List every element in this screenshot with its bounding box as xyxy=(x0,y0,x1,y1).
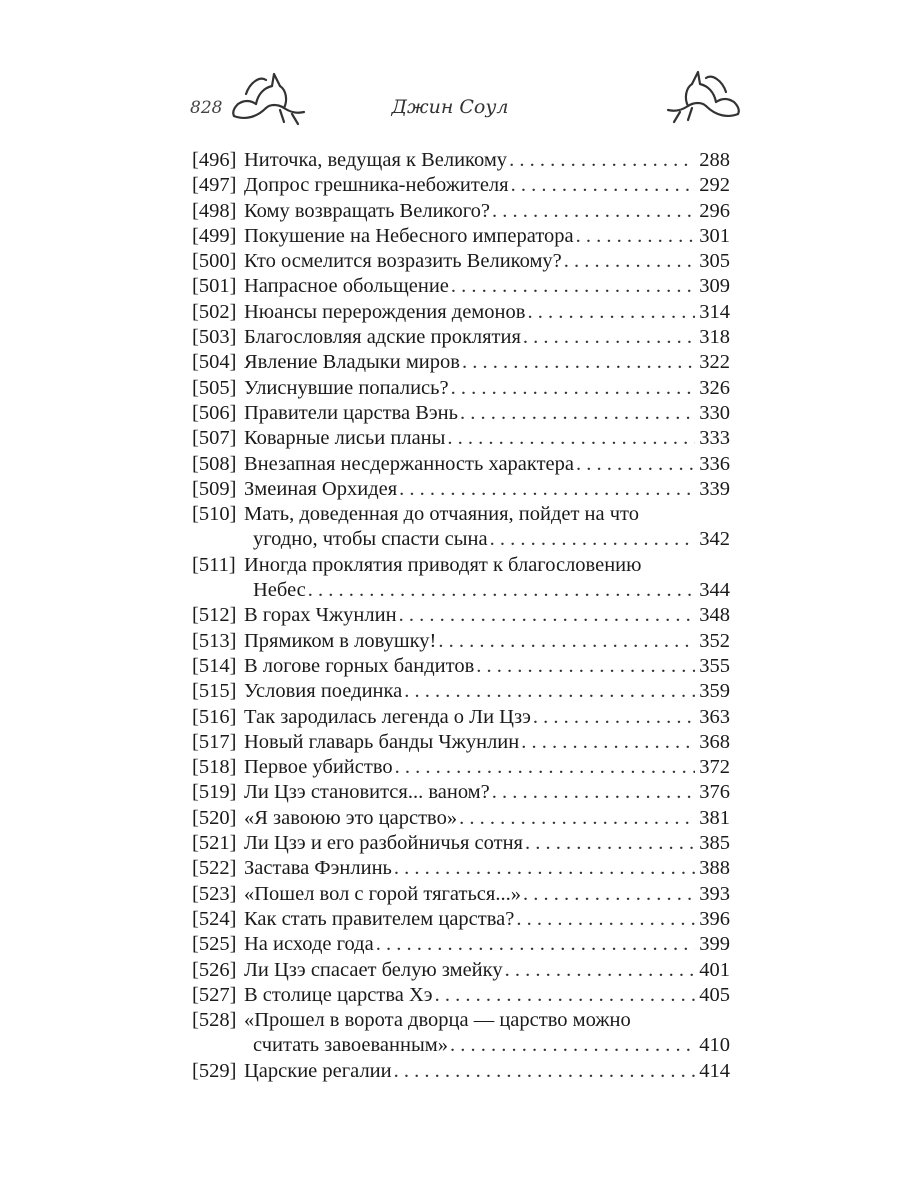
chapter-title-line: «Прошел в ворота дворца — царство можно xyxy=(244,1009,631,1032)
toc-leader-line xyxy=(244,831,730,856)
toc-entry-body xyxy=(244,907,730,932)
toc-entry-body xyxy=(244,249,730,274)
toc-entry-body xyxy=(244,300,730,325)
toc-leader-line xyxy=(244,224,730,249)
chapter-title: «Пошел вол с горой тягаться...» xyxy=(244,882,521,905)
dot-leader xyxy=(490,527,696,552)
dot-leader xyxy=(447,426,695,451)
toc-entry-body xyxy=(244,705,730,730)
toc-entry xyxy=(192,755,730,780)
chapter-title: Небес xyxy=(253,579,306,602)
toc-entry xyxy=(192,907,730,932)
chapter-title: «Я завоюю это царство» xyxy=(244,806,458,829)
chapter-title: В столице царства Хэ xyxy=(244,983,433,1006)
dot-leader xyxy=(462,350,695,375)
chapter-title: Как стать правителем царства? xyxy=(244,907,515,930)
page-reference: 381 xyxy=(699,806,730,829)
dot-leader xyxy=(564,249,695,274)
page-reference: 385 xyxy=(699,832,730,855)
toc-entry-body xyxy=(244,806,730,831)
chapter-number: [518] xyxy=(192,756,237,779)
chapter-number: [496] xyxy=(192,149,237,171)
chapter-title: Кто осмелится возразить Великому? xyxy=(244,250,562,273)
toc-entry xyxy=(192,780,730,805)
toc-leader-line xyxy=(244,603,730,628)
chapter-number: [522] xyxy=(192,857,237,880)
dot-leader xyxy=(435,983,696,1008)
chapter-title-line: Иногда проклятия приводят к благословению xyxy=(244,553,642,576)
chapter-title-line: Мать, доведенная до отчаяния, пойдет на что xyxy=(244,503,639,526)
toc-entry-body xyxy=(244,376,730,401)
page-reference: 393 xyxy=(699,882,730,905)
toc-leader-line xyxy=(244,780,730,805)
chapter-title: Застава Фэнлинь xyxy=(244,857,392,880)
toc-leader-line xyxy=(244,654,730,679)
toc-entry xyxy=(192,199,730,224)
chapter-title: Ниточка, ведущая к Великому xyxy=(244,149,508,171)
page-reference: 368 xyxy=(699,730,730,753)
toc-entry xyxy=(192,274,730,299)
toc-entry-body xyxy=(244,452,730,477)
toc-entry-body xyxy=(244,274,730,299)
toc-entry xyxy=(192,325,730,350)
toc-entry-body xyxy=(244,755,730,780)
toc-entry-body xyxy=(244,199,730,224)
chapter-number: [511] xyxy=(192,553,236,576)
dot-leader xyxy=(399,603,696,628)
toc-leader-line xyxy=(244,527,730,552)
toc-entry xyxy=(192,148,730,173)
chapter-title: Благословляя адские проклятия xyxy=(244,326,521,349)
page-reference: 372 xyxy=(699,756,730,779)
toc-leader-line xyxy=(244,679,730,704)
chapter-title: Царские регалии xyxy=(244,1059,392,1082)
chapter-title: Напрасное обольщение xyxy=(244,275,449,298)
toc-entry-body xyxy=(244,426,730,451)
toc-leader-line xyxy=(244,249,730,274)
toc-entry-body xyxy=(244,983,730,1008)
toc-entry xyxy=(192,806,730,831)
toc-entry xyxy=(192,1059,730,1084)
chapter-number: [512] xyxy=(192,604,237,627)
dot-leader xyxy=(308,578,695,603)
chapter-number: [515] xyxy=(192,680,237,703)
toc-entry-body xyxy=(244,831,730,856)
dot-leader xyxy=(438,629,695,654)
dot-leader xyxy=(450,1033,695,1058)
chapter-number: [510] xyxy=(192,503,237,526)
chapter-title: Допрос грешника-небожителя xyxy=(244,174,509,197)
toc-entry xyxy=(192,882,730,907)
chapter-title: Условия поединка xyxy=(244,680,403,703)
toc-entry-body xyxy=(244,932,730,957)
toc-entry xyxy=(192,452,730,477)
toc-leader-line xyxy=(244,755,730,780)
page-header xyxy=(0,60,900,140)
page-reference: 296 xyxy=(699,199,730,222)
chapter-number: [497] xyxy=(192,174,237,197)
toc-leader-line xyxy=(244,148,730,173)
page-reference: 336 xyxy=(699,452,730,475)
chapter-number: [516] xyxy=(192,705,237,728)
toc-leader-line xyxy=(244,1033,730,1058)
page-reference: 322 xyxy=(699,351,730,374)
toc-entry-body xyxy=(244,629,730,654)
toc-leader-line xyxy=(244,806,730,831)
page-reference: 414 xyxy=(699,1059,730,1082)
toc-leader-line xyxy=(244,578,730,603)
page-reference: 301 xyxy=(699,224,730,247)
dot-leader xyxy=(523,882,695,907)
page-reference: 348 xyxy=(699,604,730,627)
toc-entry xyxy=(192,705,730,730)
toc-leader-line xyxy=(244,199,730,224)
page-reference: 342 xyxy=(699,528,730,551)
chapter-title: Правители царства Вэнь xyxy=(244,401,458,424)
toc-leader-line xyxy=(244,300,730,325)
page-reference: 292 xyxy=(699,174,730,197)
page-reference: 326 xyxy=(699,376,730,399)
toc-entry-body xyxy=(244,173,730,198)
page-reference: 363 xyxy=(699,705,730,728)
toc-entry-body xyxy=(244,325,730,350)
toc-leader-line xyxy=(244,629,730,654)
toc-entry xyxy=(192,1008,730,1059)
dot-leader xyxy=(509,148,695,173)
toc-leader-line xyxy=(244,882,730,907)
toc-entry-body xyxy=(244,1059,730,1084)
page-reference: 396 xyxy=(699,907,730,930)
chapter-number: [506] xyxy=(192,401,237,424)
dot-leader xyxy=(451,376,696,401)
toc-entry xyxy=(192,679,730,704)
page-reference: 318 xyxy=(699,326,730,349)
dot-leader xyxy=(399,477,695,502)
dot-leader xyxy=(459,806,695,831)
dot-leader xyxy=(492,199,695,224)
dot-leader xyxy=(394,1059,696,1084)
chapter-number: [500] xyxy=(192,250,237,273)
page-reference: 352 xyxy=(699,629,730,652)
toc-entry-body xyxy=(244,350,730,375)
toc-entry xyxy=(192,173,730,198)
dot-leader xyxy=(576,224,696,249)
dot-leader xyxy=(525,831,695,856)
toc-entry-body xyxy=(244,603,730,628)
toc-entry-body xyxy=(244,401,730,426)
toc-leader-line xyxy=(244,274,730,299)
toc-entry xyxy=(192,958,730,983)
dot-leader xyxy=(492,780,696,805)
toc-leader-line xyxy=(244,932,730,957)
chapter-title: считать завоеванным» xyxy=(253,1034,448,1057)
toc-entry-body xyxy=(244,679,730,704)
toc-entry xyxy=(192,502,730,553)
page-reference: 314 xyxy=(699,300,730,323)
chapter-title: Новый главарь банды Чжунлин xyxy=(244,730,520,753)
dot-leader xyxy=(533,705,695,730)
toc-entry xyxy=(192,831,730,856)
toc-entry xyxy=(192,730,730,755)
page-reference: 309 xyxy=(699,275,730,298)
chapter-title: Змеиная Орхидея xyxy=(244,477,398,500)
toc-entry-body xyxy=(244,882,730,907)
toc-leader-line xyxy=(244,452,730,477)
page-reference: 333 xyxy=(699,427,730,450)
page-reference: 344 xyxy=(699,579,730,602)
chapter-number: [508] xyxy=(192,452,237,475)
toc-leader-line xyxy=(244,325,730,350)
chapter-title: В логове горных бандитов xyxy=(244,654,475,677)
toc-leader-line xyxy=(244,983,730,1008)
toc-leader-line xyxy=(244,1059,730,1084)
chapter-number: [505] xyxy=(192,376,237,399)
page-reference: 388 xyxy=(699,857,730,880)
toc-leader-line xyxy=(244,376,730,401)
toc-entry xyxy=(192,376,730,401)
toc-entry xyxy=(192,932,730,957)
toc-entry xyxy=(192,603,730,628)
dot-leader xyxy=(521,730,695,755)
toc-entry xyxy=(192,350,730,375)
chapter-title: Кому возвращать Великого? xyxy=(244,199,490,222)
table-of-contents xyxy=(192,148,730,1084)
chapter-number: [520] xyxy=(192,806,237,829)
toc-leader-line xyxy=(244,856,730,881)
chapter-title: Нюансы перерождения демонов xyxy=(244,300,526,323)
toc-leader-line xyxy=(244,730,730,755)
chapter-number: [523] xyxy=(192,882,237,905)
page-reference: 410 xyxy=(699,1034,730,1057)
chapter-title: Ли Цзэ и его разбойничья сотня xyxy=(244,832,523,855)
dot-leader xyxy=(516,907,695,932)
toc-entry-body xyxy=(244,958,730,983)
toc-entry xyxy=(192,856,730,881)
chapter-number: [529] xyxy=(192,1059,237,1082)
toc-entry-body xyxy=(244,553,730,604)
toc-entry-body xyxy=(244,477,730,502)
chapter-title: Так зародилась легенда о Ли Цзэ xyxy=(244,705,531,728)
toc-entry-body xyxy=(244,654,730,679)
chapter-number: [514] xyxy=(192,654,237,677)
page-reference: 355 xyxy=(699,654,730,677)
chapter-title: Ли Цзэ спасает белую змейку xyxy=(244,958,503,981)
toc-leader-line xyxy=(244,350,730,375)
page-reference: 405 xyxy=(699,983,730,1006)
page-reference: 288 xyxy=(699,149,730,171)
chapter-number: [519] xyxy=(192,781,237,804)
toc-entry xyxy=(192,300,730,325)
dot-leader xyxy=(460,401,695,426)
chapter-number: [528] xyxy=(192,1009,237,1032)
toc-entry xyxy=(192,983,730,1008)
chapter-number: [524] xyxy=(192,907,237,930)
page-number: 828 xyxy=(190,98,223,118)
chapter-number: [509] xyxy=(192,477,237,500)
chapter-number: [527] xyxy=(192,983,237,1006)
toc-entry xyxy=(192,401,730,426)
chapter-title: Прямиком в ловушку! xyxy=(244,629,437,652)
chapter-title: Коварные лисьи планы xyxy=(244,427,446,450)
toc-entry-body xyxy=(244,730,730,755)
chapter-title: угодно, чтобы спасти сына xyxy=(253,528,488,551)
dot-leader xyxy=(511,173,696,198)
toc-entry xyxy=(192,477,730,502)
chapter-number: [526] xyxy=(192,958,237,981)
dot-leader xyxy=(376,932,696,957)
dot-leader xyxy=(576,452,695,477)
dot-leader xyxy=(476,654,695,679)
chapter-title: На исходе года xyxy=(244,933,374,956)
dot-leader xyxy=(451,274,695,299)
chapter-number: [517] xyxy=(192,730,237,753)
fox-ornament-right-icon xyxy=(660,62,746,126)
chapter-number: [503] xyxy=(192,326,237,349)
chapter-number: [499] xyxy=(192,224,237,247)
chapter-title: Ли Цзэ становится... ваном? xyxy=(244,781,490,804)
chapter-number: [504] xyxy=(192,351,237,374)
toc-entry-body xyxy=(244,856,730,881)
chapter-number: [501] xyxy=(192,275,237,298)
dot-leader xyxy=(394,856,695,881)
toc-leader-line xyxy=(244,426,730,451)
page-reference: 376 xyxy=(699,781,730,804)
chapter-title: Покушение на Небесного императора xyxy=(244,224,574,247)
toc-entry-body xyxy=(244,1008,730,1059)
dot-leader xyxy=(395,755,696,780)
toc-entry-body xyxy=(244,780,730,805)
dot-leader xyxy=(523,325,695,350)
toc-leader-line xyxy=(244,958,730,983)
toc-leader-line xyxy=(244,173,730,198)
page-reference: 305 xyxy=(699,250,730,273)
chapter-title: Внезапная несдержанность характера xyxy=(244,452,574,475)
page-reference: 359 xyxy=(699,680,730,703)
dot-leader xyxy=(505,958,696,983)
chapter-number: [513] xyxy=(192,629,237,652)
chapter-number: [498] xyxy=(192,199,237,222)
toc-entry xyxy=(192,553,730,604)
toc-leader-line xyxy=(244,401,730,426)
dot-leader xyxy=(527,300,695,325)
page-reference: 401 xyxy=(699,958,730,981)
dot-leader xyxy=(404,679,695,704)
page-reference: 330 xyxy=(699,401,730,424)
chapter-title: Явление Владыки миров xyxy=(244,351,460,374)
toc-leader-line xyxy=(244,477,730,502)
chapter-title: Улиснувшие попались? xyxy=(244,376,449,399)
toc-entry-body xyxy=(244,502,730,553)
chapter-number: [502] xyxy=(192,300,237,323)
chapter-number: [521] xyxy=(192,832,237,855)
toc-entry-body xyxy=(244,224,730,249)
page-reference: 399 xyxy=(699,933,730,956)
chapter-number: [507] xyxy=(192,427,237,450)
toc-entry xyxy=(192,629,730,654)
toc-entry xyxy=(192,426,730,451)
chapter-title: Первое убийство xyxy=(244,756,393,779)
toc-entry xyxy=(192,654,730,679)
running-title: Джин Соул xyxy=(391,96,509,118)
toc-entry-body xyxy=(244,148,730,173)
page-reference: 339 xyxy=(699,477,730,500)
chapter-title: В горах Чжунлин xyxy=(244,604,397,627)
toc-entry xyxy=(192,249,730,274)
toc-entry xyxy=(192,224,730,249)
chapter-number: [525] xyxy=(192,933,237,956)
toc-leader-line xyxy=(244,907,730,932)
toc-leader-line xyxy=(244,705,730,730)
